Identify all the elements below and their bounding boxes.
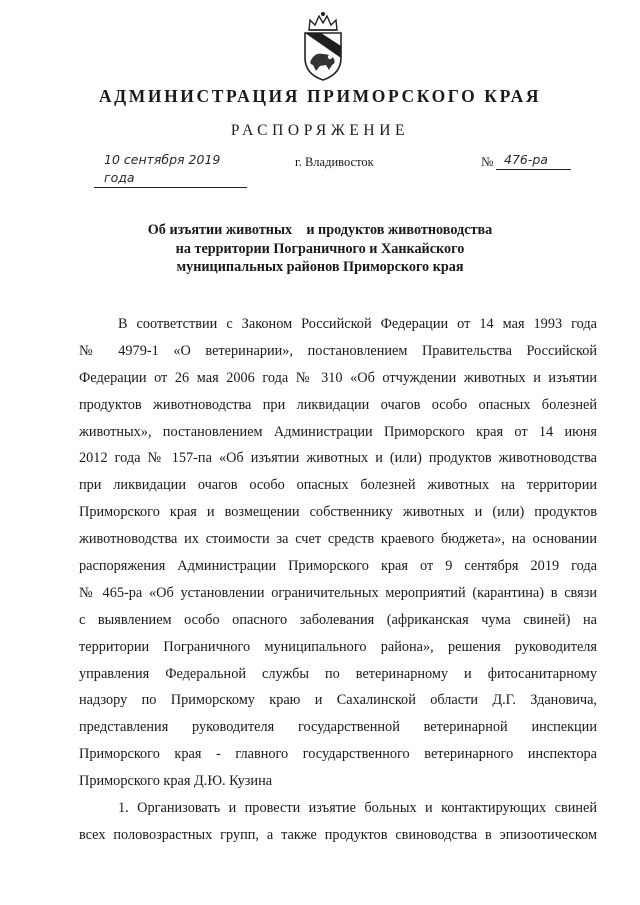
document-number: 476-ра: [496, 151, 571, 170]
document-body: [79, 311, 597, 849]
body-line: всех половозрастных групп, а также продуктов свиноводства в эпизоотическом: [79, 826, 597, 843]
body-line: представления руководителя государственной ветеринарной инспекции: [79, 719, 597, 736]
body-line: с выявлением особо опасного заболевания (африканская чума свиней) на: [79, 611, 597, 628]
body-line: при ликвидации очагов особо опасных болезней животных на территории: [79, 477, 597, 494]
body-line: территории Пограничного муниципального района», решения руководителя: [79, 638, 597, 655]
body-line: 1. Организовать и провести изъятие больных и контактирующих свиней: [118, 800, 597, 817]
body-line: 2012 года № 157-па «Об изъятии животных и (или) продуктов животноводства: [79, 450, 597, 467]
document-city: г. Владивосток: [295, 155, 374, 169]
body-line: продуктов животноводства при ликвидации очагов особо опасных болезней: [79, 396, 597, 413]
title-line: Об изъятии животных и продуктов животноводства: [147, 222, 493, 238]
body-line: Приморского края Д.Ю. Кузина: [79, 773, 273, 790]
body-line: управления Федеральной службы по ветеринарному и фитосанитарному: [79, 665, 597, 682]
crown-icon: [309, 12, 337, 30]
title-line: муниципальных районов Приморского края: [176, 259, 464, 275]
document-date: 10 сентября 2019 года: [94, 151, 247, 188]
body-line: Приморского края - главного государственного ветеринарного инспектора: [79, 746, 597, 763]
number-sign: №: [481, 154, 494, 169]
shield-icon: [305, 33, 341, 80]
body-line: Федерации от 26 мая 2006 года № 310 «Об отчуждении животных и изъятии: [79, 369, 597, 386]
body-line: В соответствии с Законом Российской Федерации от 14 мая 1993 года: [118, 316, 597, 332]
coat-of-arms-emblem: [301, 10, 345, 82]
document-title: [60, 221, 580, 277]
body-line: № 4979-1 «О ветеринарии», постановлением Правительства Российской: [79, 342, 597, 359]
body-line: животноводства их стоимости за счет средств краевого бюджета», на основании: [79, 531, 597, 548]
body-line: надзору по Приморскому краю и Сахалинской области Д.Г. Здановича,: [79, 692, 597, 709]
title-line: на территории Пограничного и Ханкайского: [175, 240, 465, 257]
document-type: РАСПОРЯЖЕНИЕ: [230, 122, 410, 139]
organization-name: АДМИНИСТРАЦИЯ ПРИМОРСКОГО КРАЯ: [98, 86, 542, 106]
body-line: № 465-ра «Об установлении ограничительных мероприятий (карантина) в связи: [79, 584, 597, 601]
body-line: животных», постановлением Администрации Приморского края от 14 июня: [79, 423, 597, 440]
body-line: распоряжения Администрации Приморского края от 9 сентября 2019 года: [79, 558, 597, 575]
body-line: Приморского края и возмещении собственнику животных и (или) продуктов: [79, 504, 597, 521]
